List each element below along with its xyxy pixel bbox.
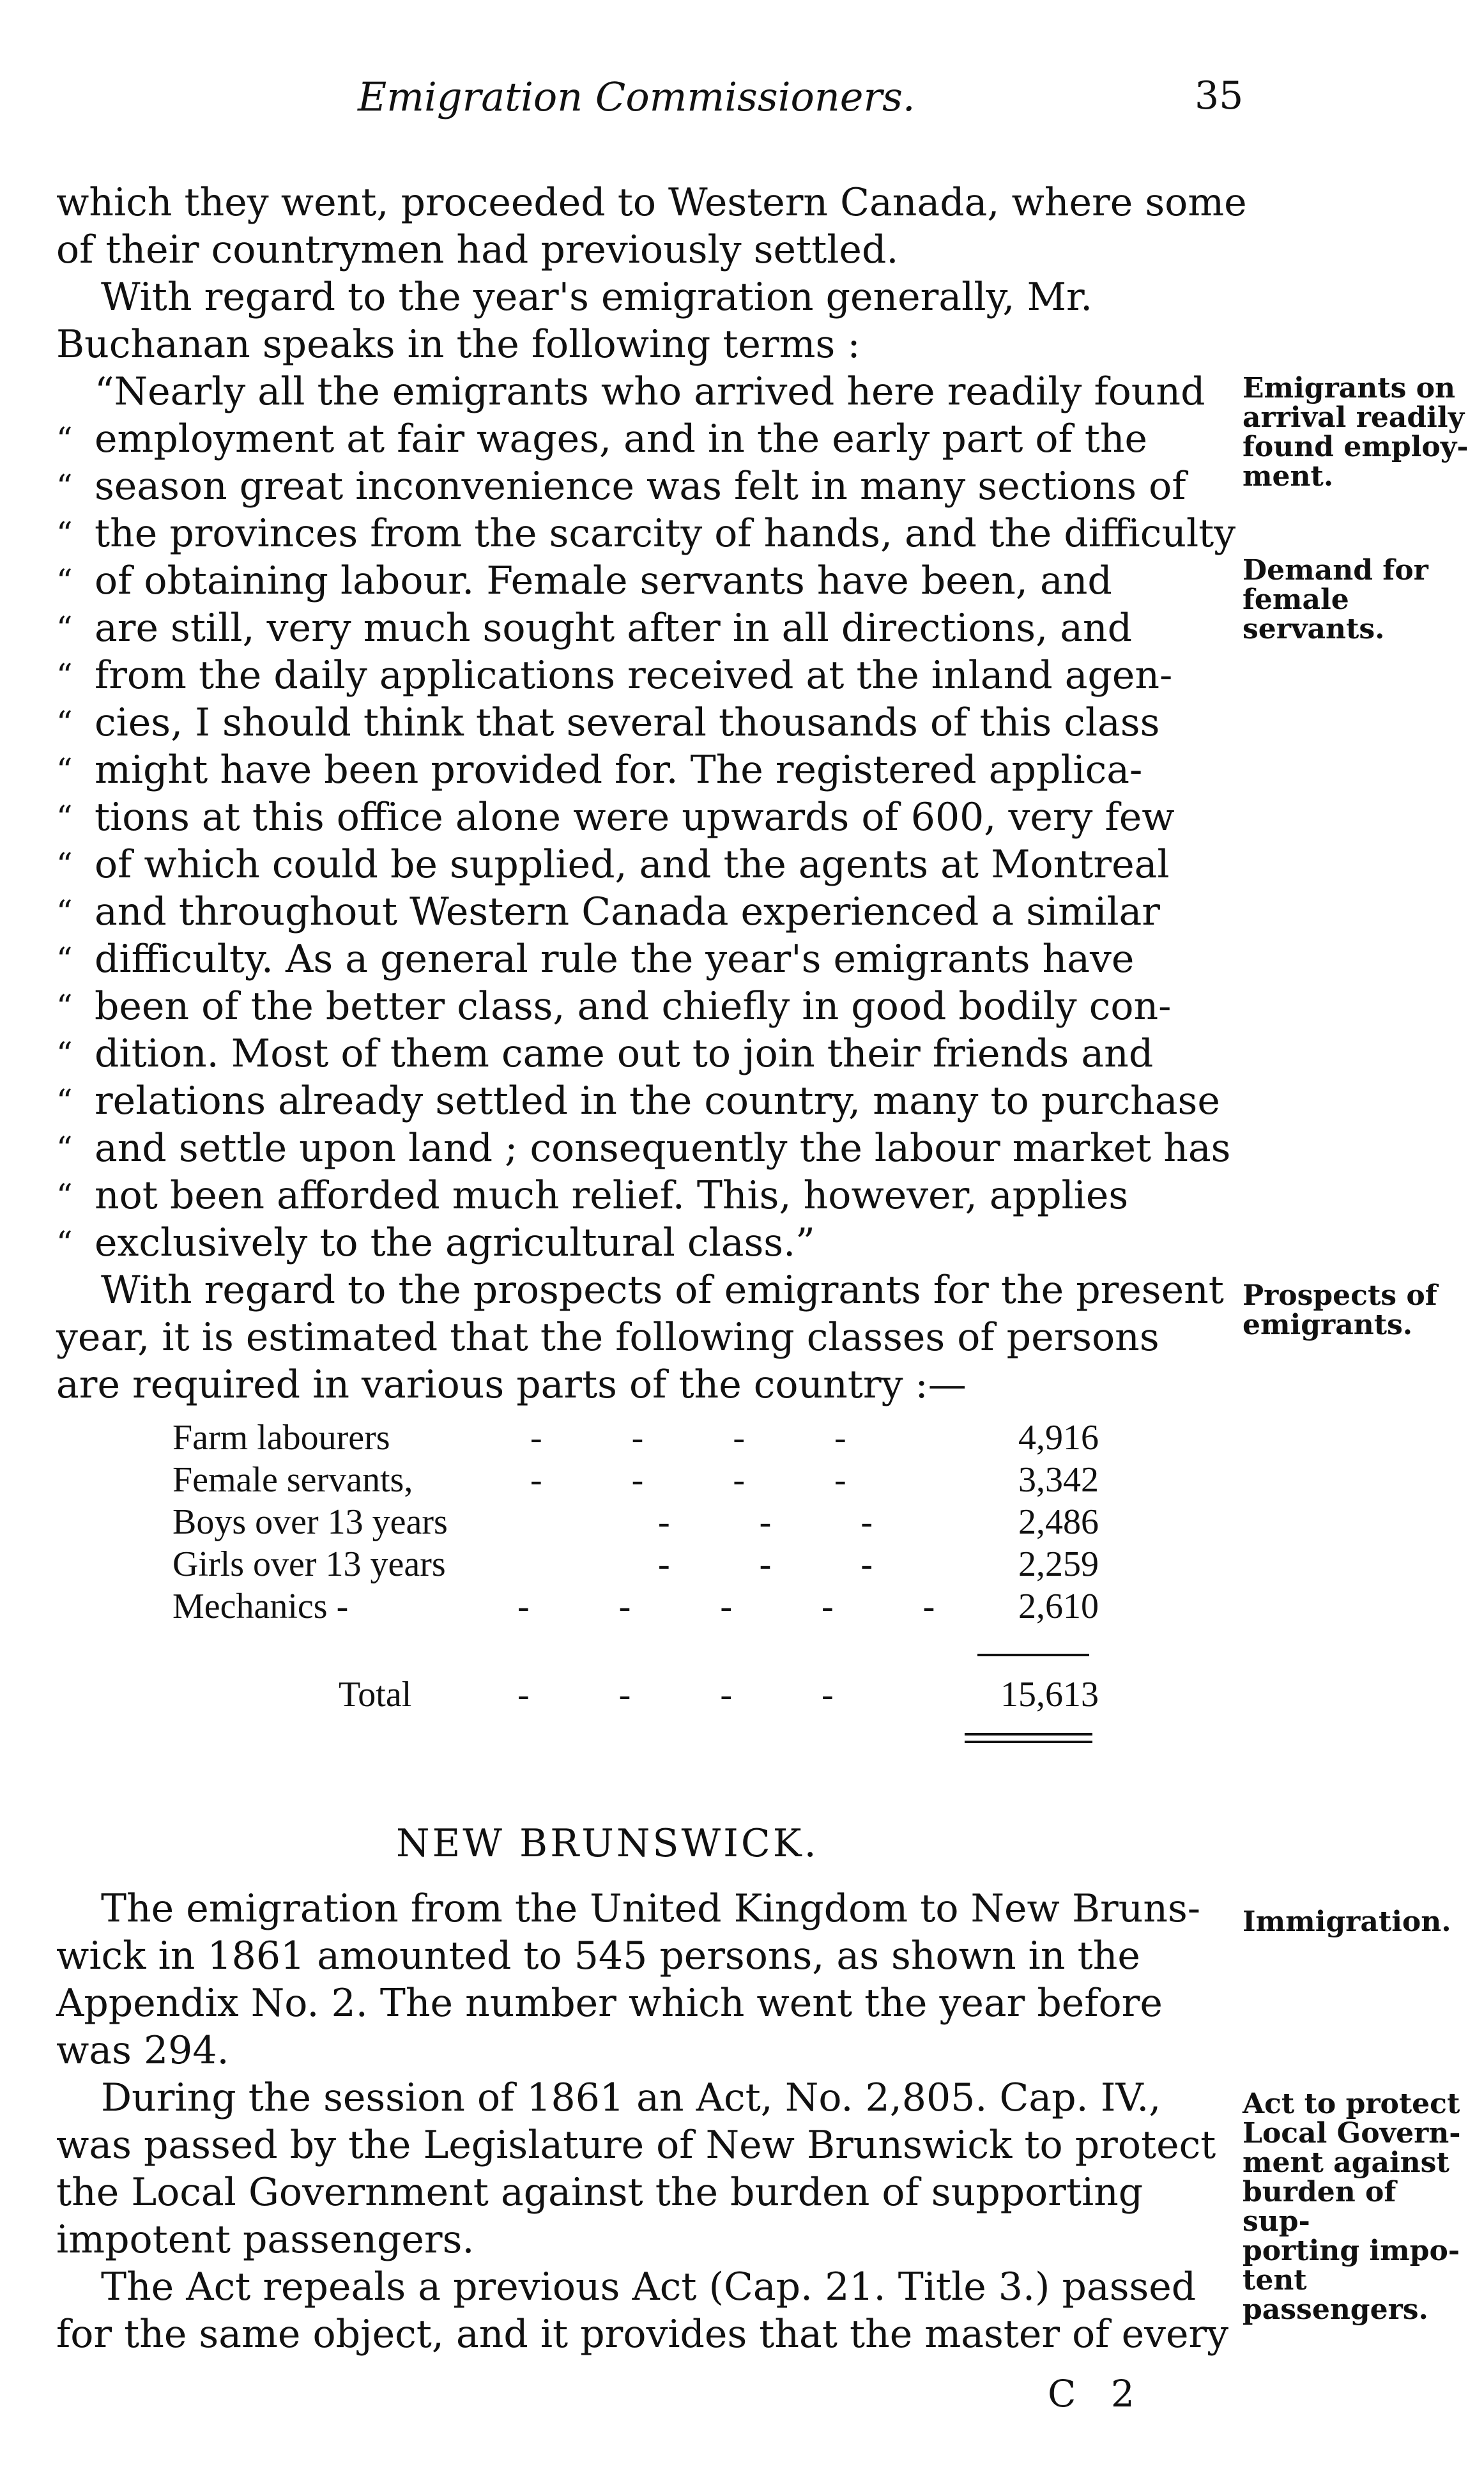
quote-line	[56, 1172, 1225, 1219]
quote-text: season great inconvenience was felt in many sections of	[95, 464, 1186, 509]
quote-text: employment at fair wages, and in the early part of the	[95, 417, 1148, 461]
quote-mark: “	[56, 893, 73, 930]
total-row	[172, 1674, 1099, 1716]
quote-line	[56, 652, 1225, 699]
quote-line	[56, 510, 1236, 557]
text-line: With regard to the year's emigration generally, Mr.	[101, 275, 1093, 319]
quote-text: might have been provided for. The registered applica-	[95, 748, 1143, 792]
text-line: Buchanan speaks in the following terms :	[56, 322, 861, 367]
text-line: which they went, proceeded to Western Canada, where some	[56, 180, 1247, 225]
sum-rule	[977, 1654, 1089, 1656]
row-dashes: -----	[517, 1587, 1025, 1626]
quote-text: and settle upon land ; consequently the labour market has	[95, 1126, 1231, 1171]
quote-mark: “	[56, 562, 73, 599]
sidenote-immigration: Immigration.	[1243, 1905, 1451, 1938]
text-line: During the session of 1861 an Act, No. 2,805. Cap. IV.,	[101, 2075, 1161, 2120]
quote-text: tions at this office alone were upwards of 600, very few	[95, 795, 1175, 840]
sidenote-prospects: Prospects of emigrants.	[1243, 1279, 1437, 1341]
row-dashes: ----	[530, 1418, 936, 1458]
running-title: Emigration Commissioners.	[358, 73, 915, 120]
quotation-block	[56, 368, 1236, 1266]
quote-mark: “	[56, 751, 73, 789]
row-label: Girls over 13 years	[172, 1544, 446, 1584]
quote-mark: “	[56, 515, 73, 552]
quote-line	[56, 983, 1225, 1030]
quote-mark: “	[56, 610, 73, 647]
quote-line	[56, 841, 1225, 888]
quote-line	[56, 1219, 1225, 1266]
row-dashes: ---	[658, 1502, 962, 1542]
sidenote-female-servants: Demand for female servants.	[1243, 554, 1428, 645]
quote-text: the provinces from the scarcity of hands, and the difficulty	[95, 511, 1236, 556]
text-line: for the same object, and it provides that the master of every	[56, 2312, 1229, 2357]
quote-line	[56, 368, 1225, 415]
paragraph-prospects	[56, 1266, 1225, 1408]
sidenote-act-protect: Act to protect Local Govern- ment against burden of sup- porting impo- tent passengers.	[1243, 2088, 1461, 2326]
row-value: 2,610	[1018, 1587, 1099, 1626]
text-line: year, it is estimated that the following classes of persons	[56, 1315, 1159, 1360]
quote-mark: “	[56, 941, 73, 978]
quote-mark: “	[56, 468, 73, 505]
text-line: The emigration from the United Kingdom to New Bruns-	[101, 1886, 1201, 1931]
page-header	[57, 73, 1244, 131]
quote-text: of which could be supplied, and the agents at Montreal	[95, 842, 1170, 887]
quote-text: been of the better class, and chiefly in good bodily con-	[95, 984, 1172, 1029]
quote-mark: “	[56, 657, 73, 694]
text-line: With regard to the prospects of emigrants for the present	[101, 1268, 1224, 1312]
quote-text: and throughout Western Canada experienced a similar	[95, 889, 1160, 934]
quote-mark: “	[56, 1035, 73, 1072]
quote-text: “Nearly all the emigrants who arrived here readily found	[95, 369, 1205, 414]
quote-line	[56, 1077, 1225, 1125]
quote-text: not been afforded much relief. This, however, applies	[95, 1173, 1129, 1218]
text-line: Appendix No. 2. The number which went the year before	[56, 1981, 1163, 2026]
quote-mark: “	[56, 1224, 73, 1261]
quote-mark: “	[56, 799, 73, 836]
table-row	[172, 1417, 1099, 1459]
row-dashes: ---	[658, 1544, 962, 1584]
quote-line	[56, 794, 1225, 841]
quote-line	[56, 935, 1225, 983]
row-dashes: ----	[530, 1460, 936, 1500]
quote-text: difficulty. As a general rule the year's emigrants have	[95, 937, 1135, 981]
total-value: 15,613	[1000, 1675, 1099, 1714]
text-line: are required in various parts of the country :—	[56, 1362, 967, 1407]
quote-text: dition. Most of them came out to join their friends and	[95, 1031, 1154, 1076]
quote-line	[56, 463, 1225, 510]
text-line: was passed by the Legislature of New Brunswick to protect	[56, 2123, 1216, 2167]
text-line: wick in 1861 amounted to 545 persons, as shown in the	[56, 1934, 1140, 1978]
quote-mark: “	[56, 704, 73, 741]
row-value: 3,342	[1018, 1460, 1099, 1500]
text-line: was 294.	[56, 2028, 229, 2073]
paragraph-intro	[56, 179, 1247, 368]
quote-text: of obtaining labour. Female servants have been, and	[95, 558, 1112, 603]
table-row	[172, 1544, 1099, 1586]
quote-line	[56, 1125, 1231, 1172]
row-label: Boys over 13 years	[172, 1502, 448, 1542]
section-title: NEW BRUNSWICK.	[396, 1821, 819, 1866]
row-label: Farm labourers	[172, 1418, 390, 1458]
paragraph-new-brunswick	[56, 1885, 1229, 2358]
quote-text: are still, very much sought after in all directions, and	[95, 606, 1133, 650]
quote-mark: “	[56, 988, 73, 1025]
quote-mark: “	[56, 1177, 73, 1214]
text-line: impotent passengers.	[56, 2217, 475, 2262]
quote-line	[56, 604, 1225, 652]
table-row	[172, 1586, 1099, 1628]
row-value: 2,259	[1018, 1544, 1099, 1584]
quote-text: relations already settled in the country, many to purchase	[95, 1079, 1220, 1123]
total-double-rule-top	[965, 1733, 1092, 1736]
quote-line	[56, 415, 1225, 463]
quote-mark: “	[56, 846, 73, 883]
row-value: 4,916	[1018, 1418, 1099, 1458]
quote-mark: “	[56, 1130, 73, 1167]
quote-text: cies, I should think that several thousands of this class	[95, 700, 1160, 745]
total-double-rule-bottom	[965, 1741, 1092, 1743]
sidenote-emigrants-employment: Emigrants on arrival readily found employ- ment.	[1243, 372, 1469, 493]
table-row	[172, 1459, 1099, 1502]
table-row	[172, 1502, 1099, 1544]
quote-text: from the daily applications received at the inland agen-	[95, 653, 1173, 698]
quote-line	[56, 1030, 1225, 1077]
quote-text: exclusively to the agricultural class.”	[95, 1220, 815, 1265]
classes-table	[172, 1417, 1099, 1628]
row-value: 2,486	[1018, 1502, 1099, 1542]
text-line: of their countrymen had previously settled.	[56, 227, 899, 272]
row-label: Mechanics -	[172, 1587, 349, 1626]
text-line: the Local Government against the burden of supporting	[56, 2170, 1144, 2215]
quote-mark: “	[56, 1082, 73, 1120]
page-number: 35	[1195, 73, 1244, 118]
row-dashes: ----	[517, 1675, 923, 1714]
quote-line	[56, 557, 1225, 604]
quote-mark: “	[56, 420, 73, 458]
signature-mark: C 2	[1048, 2372, 1146, 2415]
text-line: The Act repeals a previous Act (Cap. 21. Title 3.) passed	[101, 2265, 1197, 2309]
quote-line	[56, 746, 1225, 794]
total-label: Total	[339, 1675, 412, 1714]
quote-line	[56, 699, 1225, 746]
quote-line	[56, 888, 1225, 935]
row-label: Female servants,	[172, 1460, 413, 1500]
